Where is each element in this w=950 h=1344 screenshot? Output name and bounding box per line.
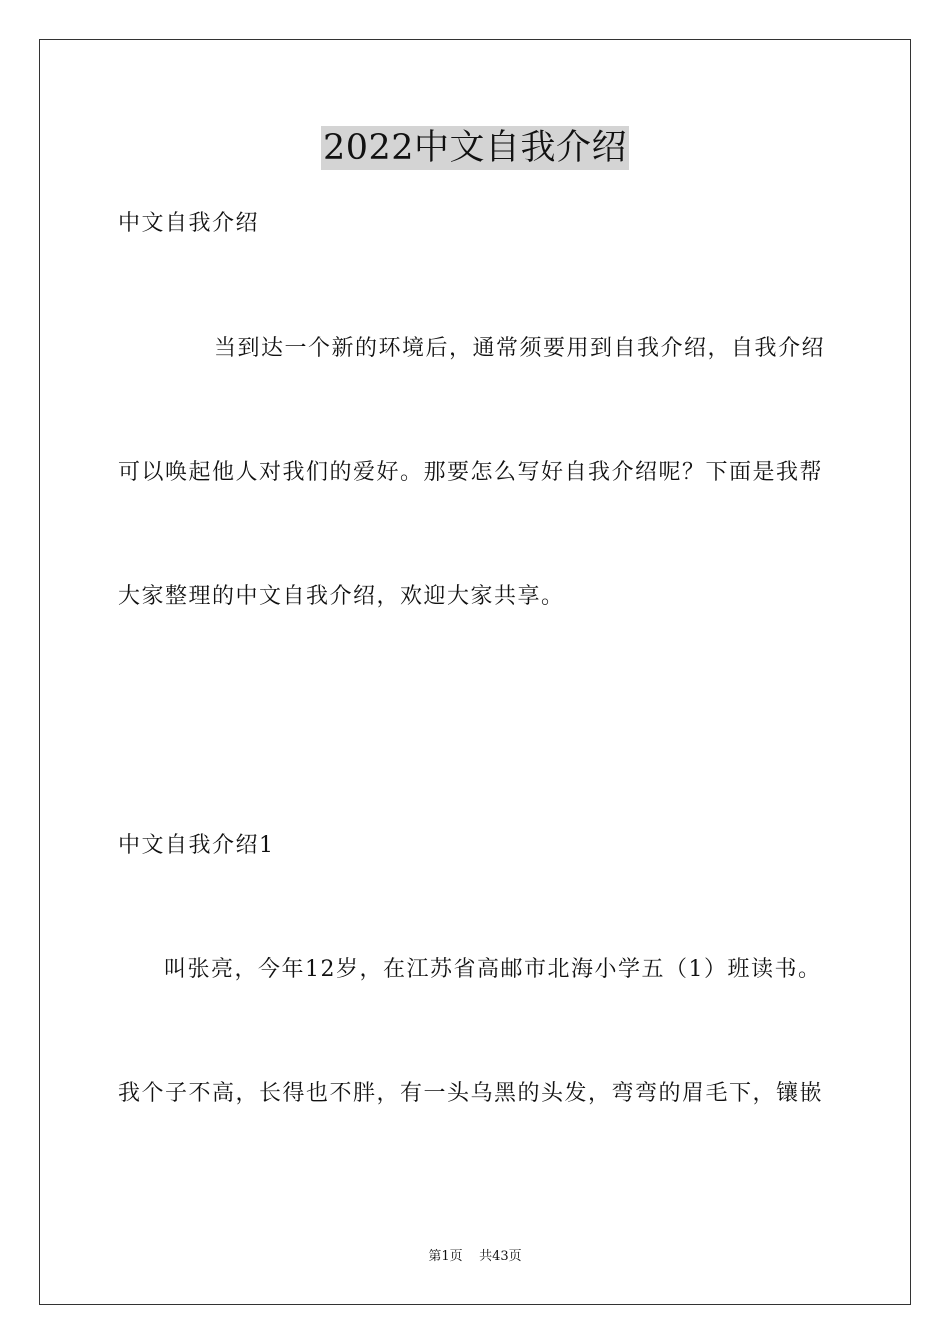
page-number: 第1页 共43页 — [428, 1249, 522, 1264]
paragraph-line: 大家整理的中文自我介绍，欢迎大家共享。 — [118, 584, 565, 609]
section-heading: 中文自我介绍1 — [118, 833, 275, 858]
paragraph-line: 当到达一个新的环境后，通常须要用到自我介绍，自我介绍 — [214, 336, 826, 361]
paragraph-line: 叫张亮，今年12岁，在江苏省高邮市北海小学五（1）班读书。 — [164, 957, 822, 982]
paragraph-line: 可以唤起他人对我们的爱好。那要怎么写好自我介绍呢？下面是我帮 — [118, 460, 824, 485]
title-container — [0, 126, 950, 170]
section-heading: 中文自我介绍 — [118, 211, 260, 236]
document-title: 2022中文自我介绍 — [322, 128, 628, 168]
paragraph-line: 我个子不高，长得也不胖，有一头乌黑的头发，弯弯的眉毛下，镶嵌 — [118, 1081, 824, 1106]
